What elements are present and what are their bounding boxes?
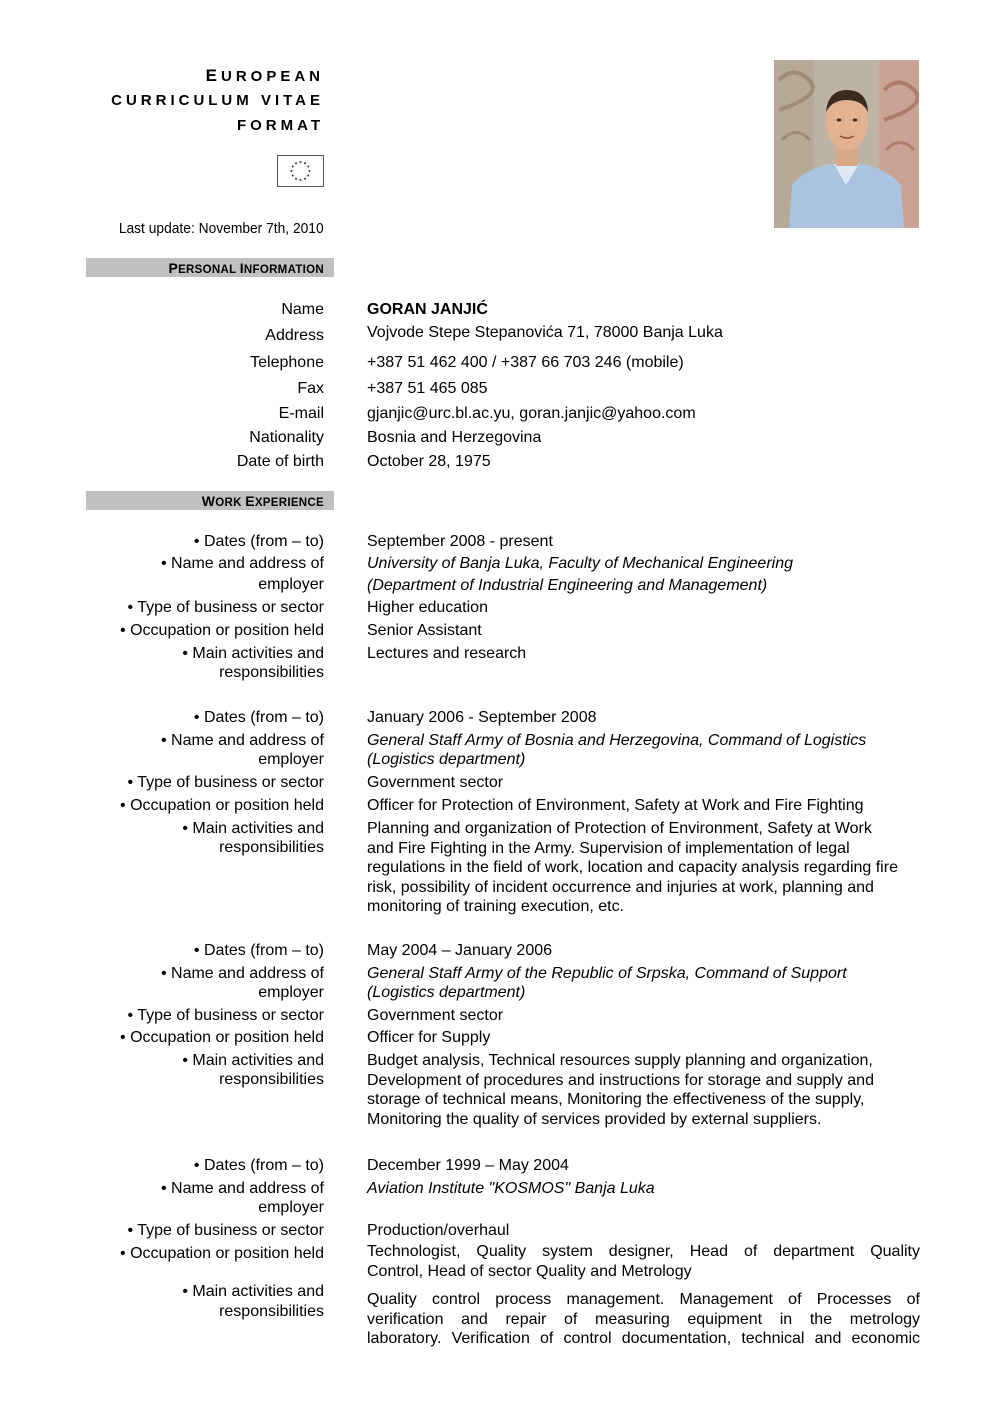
entry2-activities: Planning and organization of Protection of Environment, Safety at Work and Fire Fighting in the Army. Supervision of implementation of legal regulations in the field of work, location and capacity analysis regarding fire risk, possibility of incident occurrence and injuries at work, planning and monitoring of training execution, etc.: [367, 820, 898, 915]
entry1-employer: University of Banja Luka, Faculty of Mechanical Engineering: [367, 555, 793, 572]
entry3-employer: General Staff Army of the Republic of Srpska, Command of Support: [367, 965, 847, 982]
label-activities-2: responsibilities: [219, 839, 324, 856]
label-employer: • Name and address of: [160, 1180, 324, 1197]
entry3-type: Government sector: [367, 1007, 504, 1024]
label-dates: • Dates (from – to): [193, 1157, 324, 1174]
entry4-type: Production/overhaul: [367, 1222, 510, 1239]
label-activities-2: responsibilities: [219, 664, 324, 681]
cv-title-line-2: [111, 92, 324, 109]
label-occupation: • Occupation or position held: [120, 797, 324, 814]
value-name: GORAN JANJIĆ: [367, 301, 488, 318]
entry3-employer-2: (Logistics department): [367, 984, 526, 1001]
label-dates: • Dates (from – to): [193, 709, 324, 726]
label-employer-2: employer: [258, 576, 324, 593]
entry2-employer-2: (Logistics department): [367, 751, 526, 768]
cv-title-text-2: CURRICULUM VITAE: [111, 92, 324, 109]
label-fax: Fax: [297, 380, 324, 397]
label-employer-2: employer: [258, 984, 324, 1001]
value-nationality: Bosnia and Herzegovina: [367, 429, 542, 446]
work-experience-title: WORK EXPERIENCE: [201, 493, 324, 509]
label-name: Name: [281, 301, 324, 318]
personal-info-title: PERSONAL INFORMATION: [168, 260, 324, 276]
label-activities: • Main activities and: [182, 1283, 324, 1300]
entry4-dates: December 1999 – May 2004: [367, 1157, 569, 1174]
label-activities: • Main activities and: [182, 820, 324, 837]
cv-title-line-1: [206, 66, 324, 86]
label-employer-2: employer: [258, 1199, 324, 1216]
value-telephone: +387 51 462 400 / +387 66 703 246 (mobile): [367, 354, 684, 371]
portrait-image: [774, 60, 919, 228]
last-update: Last update: November 7th, 2010: [119, 220, 324, 237]
value-email: gjanjic@urc.bl.ac.yu, goran.janjic@yahoo.com: [367, 405, 696, 422]
label-activities-2: responsibilities: [219, 1303, 324, 1320]
eu-flag-icon: [277, 155, 324, 187]
cv-title-text-1: EUROPEAN: [205, 66, 324, 85]
label-activities: • Main activities and: [182, 645, 324, 662]
cv-title-line-3: [237, 117, 324, 134]
entry2-dates: January 2006 - September 2008: [367, 709, 597, 726]
entry4-employer: Aviation Institute "KOSMOS" Banja Luka: [367, 1180, 655, 1197]
label-email: E-mail: [278, 405, 324, 422]
entry3-activities: Budget analysis, Technical resources supply planning and organization, Development of procedures and instructions for storage and supply and storage of technical means, Monitoring the effectiveness of the supply, Monitoring the quality of services provided by external suppliers.: [367, 1052, 874, 1128]
label-occupation: • Occupation or position held: [120, 1245, 324, 1262]
entry3-dates: May 2004 – January 2006: [367, 942, 553, 959]
eu-stars-icon: [278, 156, 323, 186]
entry4-occupation-2: Control, Head of sector Quality and Metrology: [367, 1263, 692, 1280]
label-nationality: Nationality: [249, 429, 324, 446]
profile-photo: [774, 60, 919, 228]
entry4-activities-3: laboratory. Verification of control documentation, technical and economic: [367, 1330, 920, 1347]
personal-info-header: [86, 258, 334, 277]
label-type: • Type of business or sector: [127, 1007, 324, 1024]
entry3-occupation: Officer for Supply: [367, 1029, 491, 1046]
label-occupation: • Occupation or position held: [120, 622, 324, 639]
label-dates: • Dates (from – to): [193, 942, 324, 959]
label-type: • Type of business or sector: [127, 774, 324, 791]
entry2-type: Government sector: [367, 774, 504, 791]
label-employer: • Name and address of: [160, 732, 324, 749]
label-occupation: • Occupation or position held: [120, 1029, 324, 1046]
work-experience-header: [86, 491, 334, 510]
entry1-type: Higher education: [367, 599, 488, 616]
label-dates: • Dates (from – to): [193, 533, 324, 550]
entry4-activities-2: verification and repair of measuring equipment in the metrology: [367, 1311, 920, 1328]
value-address: Vojvode Stepe Stepanovića 71, 78000 Banja Luka: [367, 324, 723, 341]
label-telephone: Telephone: [250, 354, 324, 371]
label-type: • Type of business or sector: [127, 599, 324, 616]
entry1-activities: Lectures and research: [367, 645, 527, 662]
label-dob: Date of birth: [236, 453, 324, 470]
label-activities-2: responsibilities: [219, 1071, 324, 1088]
label-employer: • Name and address of: [160, 555, 324, 572]
entry2-occupation: Officer for Protection of Environment, Safety at Work and Fire Fighting: [367, 797, 864, 814]
entry1-dates: September 2008 - present: [367, 533, 553, 550]
value-fax: +387 51 465 085: [367, 380, 488, 397]
label-type: • Type of business or sector: [127, 1222, 324, 1239]
label-activities: • Main activities and: [182, 1052, 324, 1069]
label-employer-2: employer: [258, 751, 324, 768]
entry4-activities: Quality control process management. Management of Processes of: [367, 1291, 920, 1308]
cv-title-text-3: FORMAT: [236, 117, 324, 134]
entry2-employer: General Staff Army of Bosnia and Herzegovina, Command of Logistics: [367, 732, 867, 749]
entry1-employer-2: (Department of Industrial Engineering and Management): [367, 577, 768, 594]
label-employer: • Name and address of: [160, 965, 324, 982]
entry4-occupation: Technologist, Quality system designer, Head of department Quality: [367, 1243, 920, 1260]
entry1-occupation: Senior Assistant: [367, 622, 482, 639]
value-dob: October 28, 1975: [367, 453, 491, 470]
label-address: Address: [265, 327, 324, 344]
